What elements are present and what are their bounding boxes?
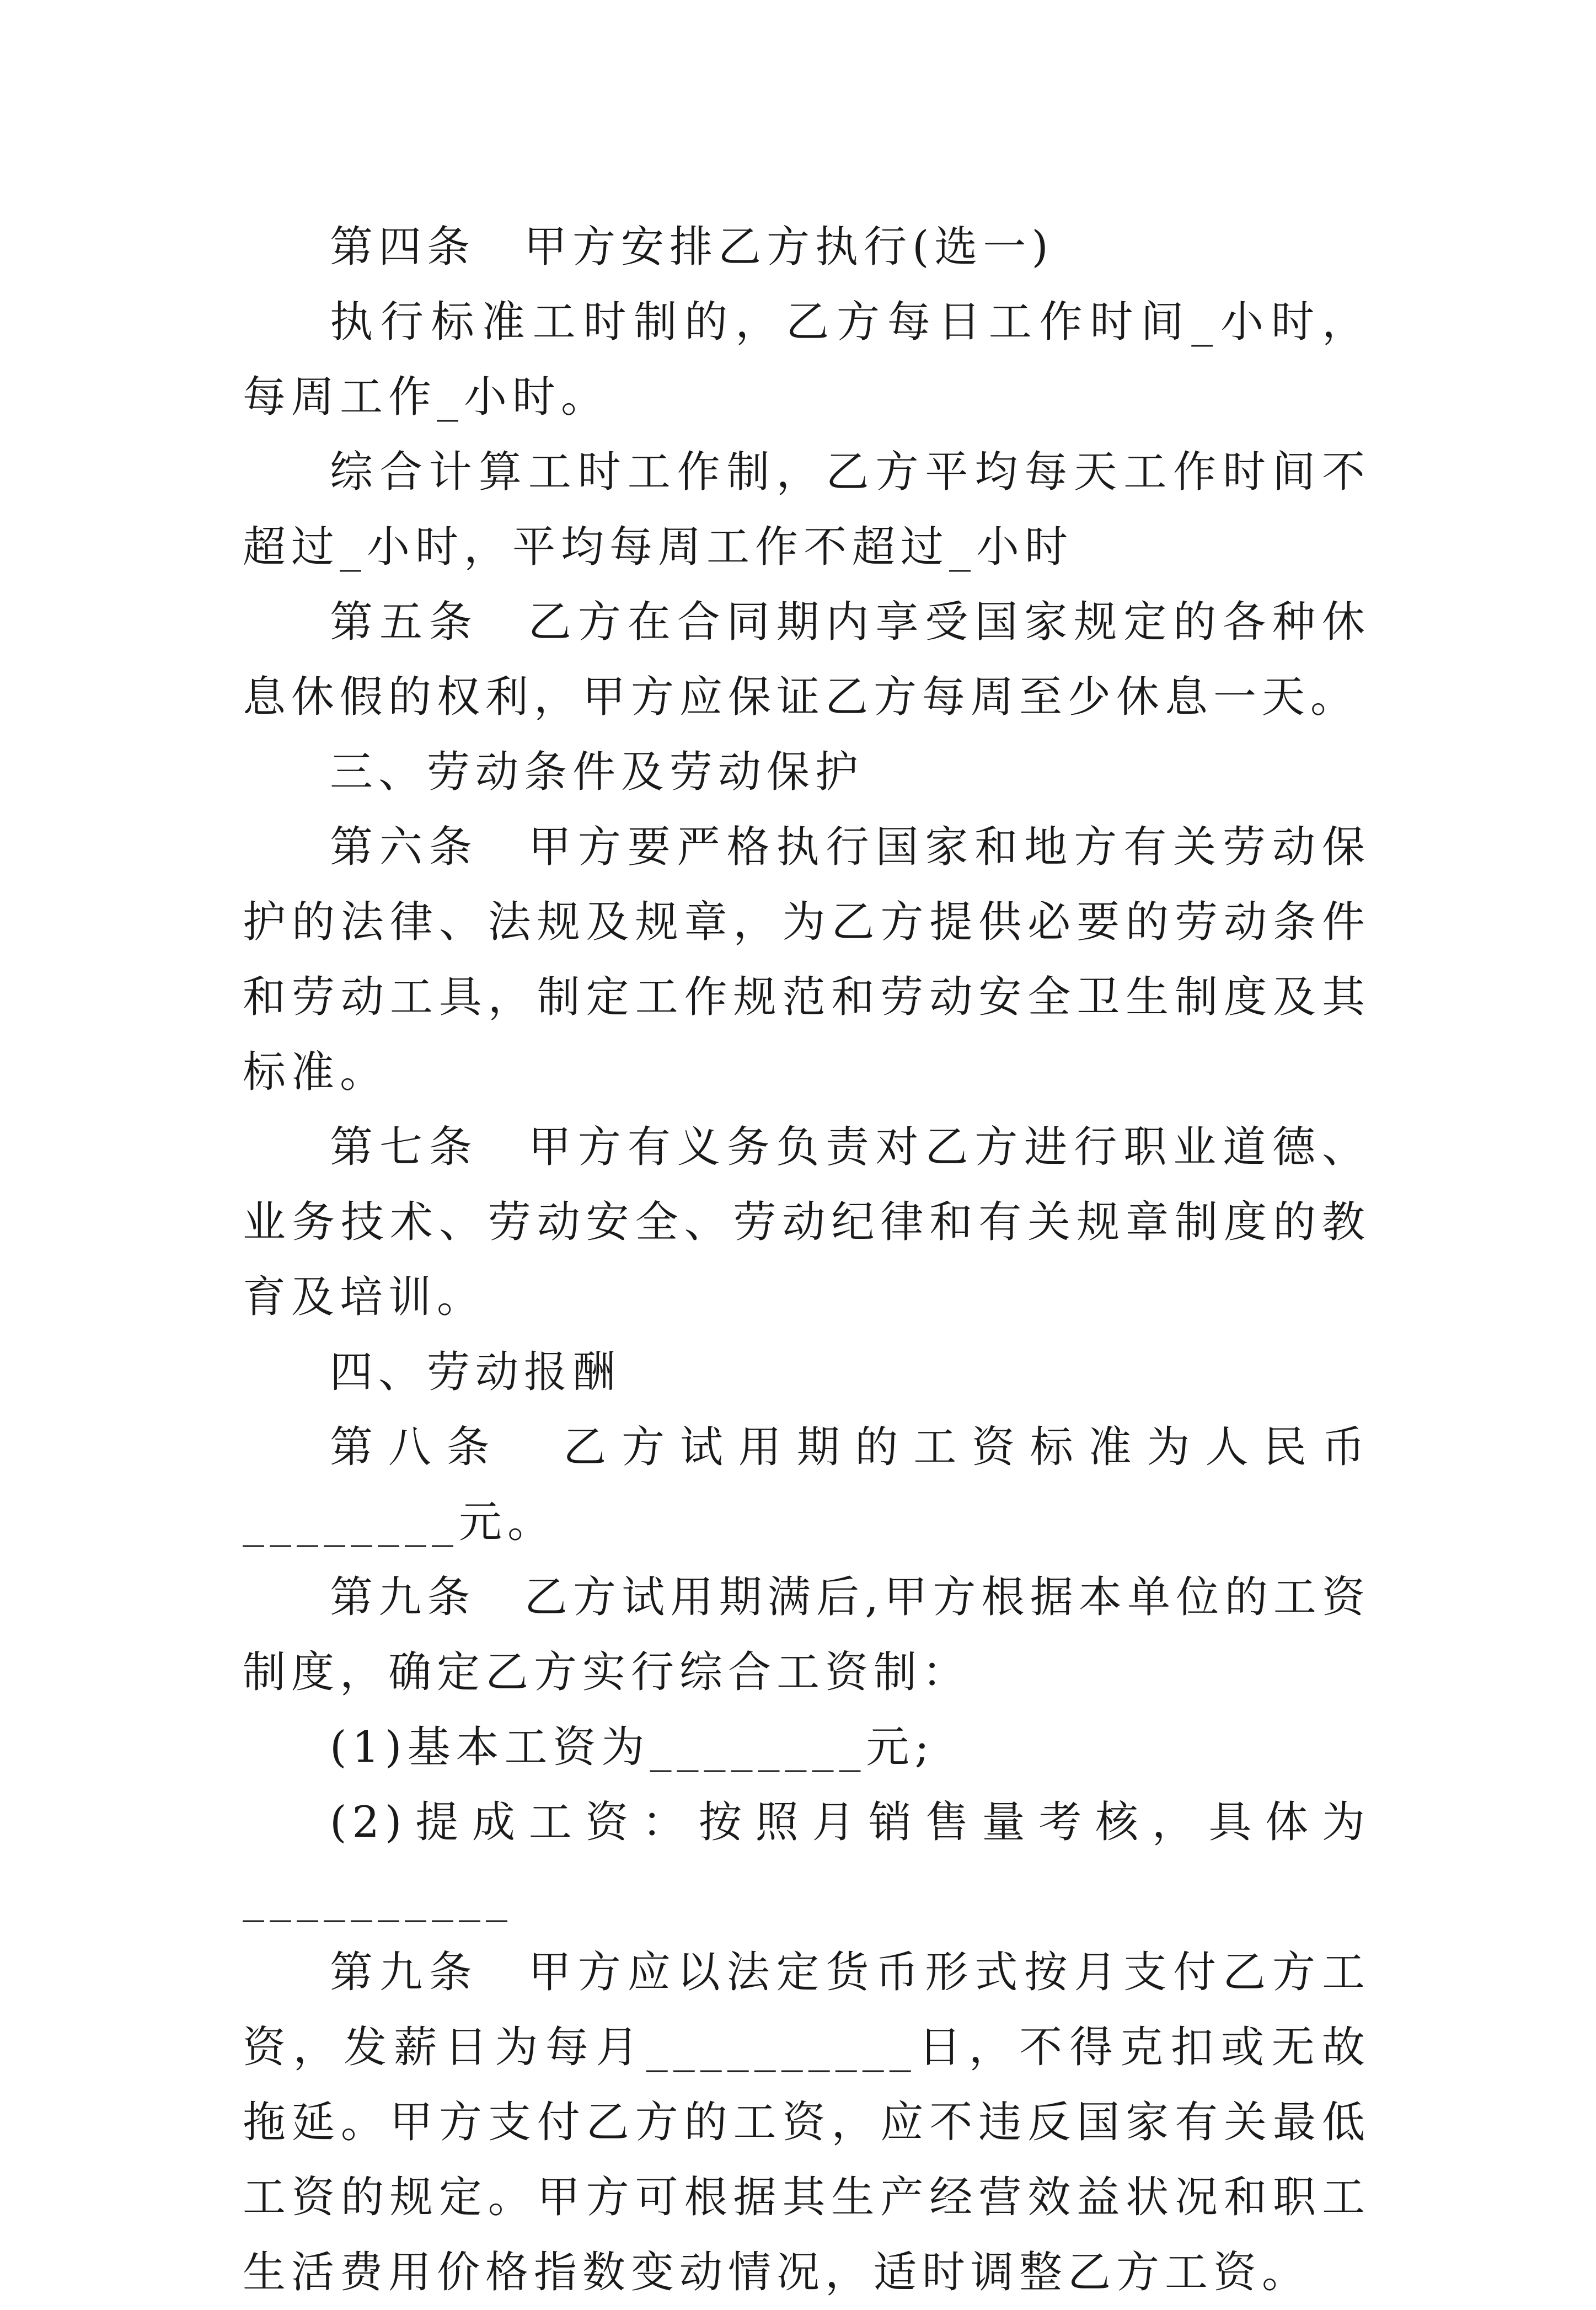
base-wage-item: (1)基本工资为________元; [330, 1723, 935, 1772]
comprehensive-hours-clause: 综合计算工时工作制，乙方平均每天工作时间不超过_小时，平均每周工作不超过_小时 [243, 447, 1370, 572]
article-9-payment-clause: 第九条 甲方应以法定货币形式按月支付乙方工资，发薪日为每月__________日，不得克扣或无故拖延。甲方支付乙方的工资，应不违反国家有关最低工资的规定。甲方可根据其生产经营效益状况和职工生活费用价格指数变动情况，适时调整乙方工资。 [243, 1948, 1370, 2297]
article-9-wage-system: 第九条 乙方试用期满后,甲方根据本单位的工资制度，确定乙方实行综合工资制： [243, 1573, 1370, 1697]
article-5-rest-clause: 第五条 乙方在合同期内享受国家规定的各种休息休假的权利，甲方应保证乙方每周至少休息一天。 [243, 597, 1370, 722]
document-page [243, 210, 1370, 2310]
article-7-training-clause: 第七条 甲方有义务负责对乙方进行职业道德、业务技术、劳动安全、劳动纪律和有关规章制度的教育及培训。 [243, 1122, 1370, 1322]
commission-wage-item: (2)提成工资：按照月销售量考核，具体为__________ [243, 1798, 1370, 1922]
section-4-heading: 四、劳动报酬 [330, 1348, 622, 1397]
standard-hours-clause: 执行标准工时制的，乙方每日工作时间_小时，每周工作_小时。 [243, 297, 1370, 422]
article-6-protection-clause: 第六条 甲方要严格执行国家和地方有关劳动保护的法律、法规及规章，为乙方提供必要的劳动条件和劳动工具，制定工作规范和劳动安全卫生制度及其标准。 [243, 822, 1370, 1097]
article-4-heading: 第四条 甲方安排乙方执行(选一) [330, 222, 1054, 272]
article-8-probation-wage: 第八条 乙方试用期的工资标准为人民币________元。 [243, 1423, 1370, 1547]
section-3-heading: 三、劳动条件及劳动保护 [330, 747, 864, 797]
